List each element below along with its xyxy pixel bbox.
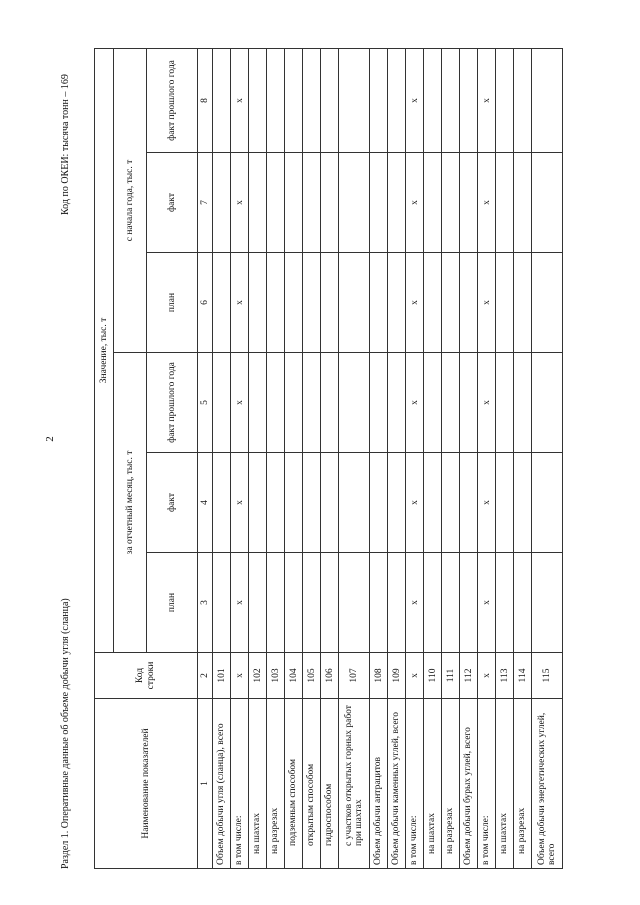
value-cell[interactable] — [388, 49, 406, 153]
table-row — [370, 49, 388, 869]
header-ytd-fact: факт — [147, 153, 198, 253]
value-cell[interactable] — [303, 253, 321, 353]
value-cell[interactable] — [496, 553, 514, 653]
row-indicator-name: Объем добычи угля (сланца), всего — [213, 699, 231, 869]
header-value: Значение, тыс. т — [95, 49, 114, 653]
value-cell[interactable] — [285, 49, 303, 153]
value-cell[interactable] — [370, 153, 388, 253]
col-number: 7 — [198, 153, 213, 253]
value-cell[interactable] — [460, 553, 478, 653]
row-indicator-name: на разрезах — [267, 699, 285, 869]
value-cell[interactable]: х — [406, 553, 424, 653]
value-cell[interactable] — [388, 153, 406, 253]
value-cell[interactable] — [370, 253, 388, 353]
value-cell[interactable] — [514, 49, 532, 153]
row-code: 101 — [213, 653, 231, 699]
row-code: х — [231, 653, 249, 699]
value-cell[interactable] — [532, 49, 563, 153]
table-row — [478, 49, 496, 869]
value-cell[interactable] — [532, 453, 563, 553]
value-cell[interactable] — [213, 453, 231, 553]
row-code: х — [478, 653, 496, 699]
value-cell[interactable] — [388, 353, 406, 453]
value-cell[interactable] — [370, 49, 388, 153]
value-cell[interactable]: х — [231, 453, 249, 553]
value-cell[interactable]: х — [406, 253, 424, 353]
value-cell[interactable] — [514, 353, 532, 453]
value-cell[interactable] — [424, 253, 442, 353]
row-code: 102 — [249, 653, 267, 699]
row-indicator-name: на разрезах — [442, 699, 460, 869]
col-number: 6 — [198, 253, 213, 353]
value-cell[interactable] — [460, 253, 478, 353]
value-cell[interactable] — [496, 153, 514, 253]
value-cell[interactable] — [267, 453, 285, 553]
row-indicator-name: в том числе: — [231, 699, 249, 869]
value-cell[interactable] — [424, 353, 442, 453]
value-cell[interactable] — [285, 453, 303, 553]
row-code: 108 — [370, 653, 388, 699]
value-cell[interactable]: х — [478, 453, 496, 553]
value-cell[interactable] — [303, 153, 321, 253]
value-cell[interactable] — [514, 153, 532, 253]
value-cell[interactable] — [339, 253, 370, 353]
value-cell[interactable] — [496, 353, 514, 453]
value-cell[interactable] — [339, 453, 370, 553]
value-cell[interactable]: х — [478, 49, 496, 153]
value-cell[interactable] — [496, 49, 514, 153]
value-cell[interactable] — [249, 453, 267, 553]
value-cell[interactable]: х — [478, 253, 496, 353]
col-number: 3 — [198, 553, 213, 653]
value-cell[interactable]: х — [406, 153, 424, 253]
value-cell[interactable] — [321, 553, 339, 653]
value-cell[interactable] — [267, 153, 285, 253]
row-code: 109 — [388, 653, 406, 699]
value-cell[interactable] — [442, 553, 460, 653]
table-row — [406, 49, 424, 869]
row-code: 112 — [460, 653, 478, 699]
table-row — [285, 49, 303, 869]
value-cell[interactable] — [249, 353, 267, 453]
value-cell[interactable] — [213, 553, 231, 653]
coal-production-table — [94, 48, 563, 869]
value-cell[interactable] — [442, 153, 460, 253]
col-number: 4 — [198, 453, 213, 553]
col-number: 1 — [198, 699, 213, 869]
value-cell[interactable] — [532, 353, 563, 453]
value-cell[interactable] — [424, 453, 442, 553]
value-cell[interactable] — [388, 253, 406, 353]
value-cell[interactable] — [442, 353, 460, 453]
value-cell[interactable] — [213, 49, 231, 153]
row-code: 106 — [321, 653, 339, 699]
table-row — [231, 49, 249, 869]
header-indicator-name: Наименование показателей — [95, 699, 198, 869]
value-cell[interactable]: х — [231, 253, 249, 353]
col-number: 2 — [198, 653, 213, 699]
value-cell[interactable] — [321, 253, 339, 353]
value-cell[interactable]: х — [406, 353, 424, 453]
header-month-plan: план — [147, 553, 198, 653]
value-cell[interactable]: х — [406, 49, 424, 153]
row-indicator-name: гидроспособом — [321, 699, 339, 869]
value-cell[interactable]: х — [478, 553, 496, 653]
header-month: за отчетный месяц, тыс. т — [114, 353, 147, 653]
okei-code: Код по ОКЕИ: тысяча тонн – 169 — [60, 74, 71, 215]
row-code: 104 — [285, 653, 303, 699]
row-indicator-name: с участков открытых горных работ при шахтах — [339, 699, 370, 869]
section-title: Раздел 1. Оперативные данные об объеме добычи угля (сланца) — [60, 598, 71, 869]
value-cell[interactable] — [249, 49, 267, 153]
value-cell[interactable] — [424, 153, 442, 253]
value-cell[interactable] — [249, 253, 267, 353]
row-code: 113 — [496, 653, 514, 699]
value-cell[interactable] — [442, 453, 460, 553]
value-cell[interactable] — [321, 153, 339, 253]
row-code: 103 — [267, 653, 285, 699]
row-indicator-name: подземным способом — [285, 699, 303, 869]
value-cell[interactable] — [213, 353, 231, 453]
value-cell[interactable] — [532, 553, 563, 653]
row-code: 110 — [424, 653, 442, 699]
value-cell[interactable]: х — [406, 453, 424, 553]
row-indicator-name: открытым способом — [303, 699, 321, 869]
table-row — [267, 49, 285, 869]
row-indicator-name: Объем добычи антрацитов — [370, 699, 388, 869]
value-cell[interactable] — [321, 453, 339, 553]
value-cell[interactable] — [388, 553, 406, 653]
row-code: 107 — [339, 653, 370, 699]
value-cell[interactable] — [285, 353, 303, 453]
row-code: 105 — [303, 653, 321, 699]
table-row — [424, 49, 442, 869]
col-number: 8 — [198, 49, 213, 153]
row-indicator-name: на разрезах — [514, 699, 532, 869]
value-cell[interactable] — [339, 153, 370, 253]
value-cell[interactable] — [321, 353, 339, 453]
value-cell[interactable] — [424, 49, 442, 153]
page-number: 2 — [44, 436, 56, 442]
value-cell[interactable] — [249, 553, 267, 653]
row-indicator-name: в том числе: — [478, 699, 496, 869]
value-cell[interactable]: х — [231, 153, 249, 253]
table-row — [514, 49, 532, 869]
row-code: 115 — [532, 653, 563, 699]
value-cell[interactable]: х — [231, 49, 249, 153]
table-row — [303, 49, 321, 869]
table-row — [496, 49, 514, 869]
value-cell[interactable]: х — [231, 353, 249, 453]
column-number-row — [198, 49, 213, 869]
value-cell[interactable] — [249, 153, 267, 253]
value-cell[interactable] — [267, 49, 285, 153]
value-cell[interactable] — [370, 453, 388, 553]
table-row — [388, 49, 406, 869]
value-cell[interactable] — [285, 553, 303, 653]
table-row — [213, 49, 231, 869]
value-cell[interactable] — [460, 153, 478, 253]
row-indicator-name: Объем добычи бурых углей, всего — [460, 699, 478, 869]
row-indicator-name: на шахтах — [249, 699, 267, 869]
header-ytd: с начала года, тыс. т — [114, 49, 147, 353]
row-code: х — [406, 653, 424, 699]
row-code: 114 — [514, 653, 532, 699]
value-cell[interactable] — [303, 553, 321, 653]
value-cell[interactable] — [339, 353, 370, 453]
value-cell[interactable]: х — [478, 153, 496, 253]
value-cell[interactable] — [303, 453, 321, 553]
row-indicator-name: Объем добычи энергетических углей, всего — [532, 699, 563, 869]
value-cell[interactable] — [388, 453, 406, 553]
header-month-fact-prev: факт прошлого года — [147, 353, 198, 453]
value-cell[interactable] — [532, 153, 563, 253]
col-number: 5 — [198, 353, 213, 453]
value-cell[interactable] — [267, 553, 285, 653]
row-indicator-name: на шахтах — [424, 699, 442, 869]
value-cell[interactable] — [339, 553, 370, 653]
value-cell[interactable] — [370, 553, 388, 653]
value-cell[interactable] — [442, 49, 460, 153]
value-cell[interactable]: х — [478, 353, 496, 453]
table-row — [321, 49, 339, 869]
value-cell[interactable] — [303, 353, 321, 453]
value-cell[interactable] — [460, 353, 478, 453]
header-ytd-fact-prev: факт прошлого года — [147, 49, 198, 153]
header-row-code: Код строки — [95, 653, 198, 699]
value-cell[interactable] — [285, 153, 303, 253]
value-cell[interactable] — [303, 49, 321, 153]
value-cell[interactable] — [514, 453, 532, 553]
value-cell[interactable] — [496, 253, 514, 353]
value-cell[interactable] — [460, 453, 478, 553]
row-indicator-name: на шахтах — [496, 699, 514, 869]
value-cell[interactable] — [267, 353, 285, 453]
value-cell[interactable] — [496, 453, 514, 553]
value-cell[interactable] — [213, 253, 231, 353]
value-cell[interactable] — [339, 49, 370, 153]
value-cell[interactable] — [442, 253, 460, 353]
value-cell[interactable]: х — [231, 553, 249, 653]
value-cell[interactable] — [514, 553, 532, 653]
value-cell[interactable] — [321, 49, 339, 153]
table-row — [339, 49, 370, 869]
row-indicator-name: в том числе: — [406, 699, 424, 869]
value-cell[interactable] — [460, 49, 478, 153]
value-cell[interactable] — [424, 553, 442, 653]
value-cell[interactable] — [213, 153, 231, 253]
header-month-fact: факт — [147, 453, 198, 553]
row-indicator-name: Объем добычи каменных углей, всего — [388, 699, 406, 869]
value-cell[interactable] — [285, 253, 303, 353]
table-row — [442, 49, 460, 869]
table-row — [460, 49, 478, 869]
value-cell[interactable] — [267, 253, 285, 353]
value-cell[interactable] — [514, 253, 532, 353]
row-code: 111 — [442, 653, 460, 699]
value-cell[interactable] — [532, 253, 563, 353]
value-cell[interactable] — [370, 353, 388, 453]
header-ytd-plan: план — [147, 253, 198, 353]
table-row — [532, 49, 563, 869]
table-row — [249, 49, 267, 869]
